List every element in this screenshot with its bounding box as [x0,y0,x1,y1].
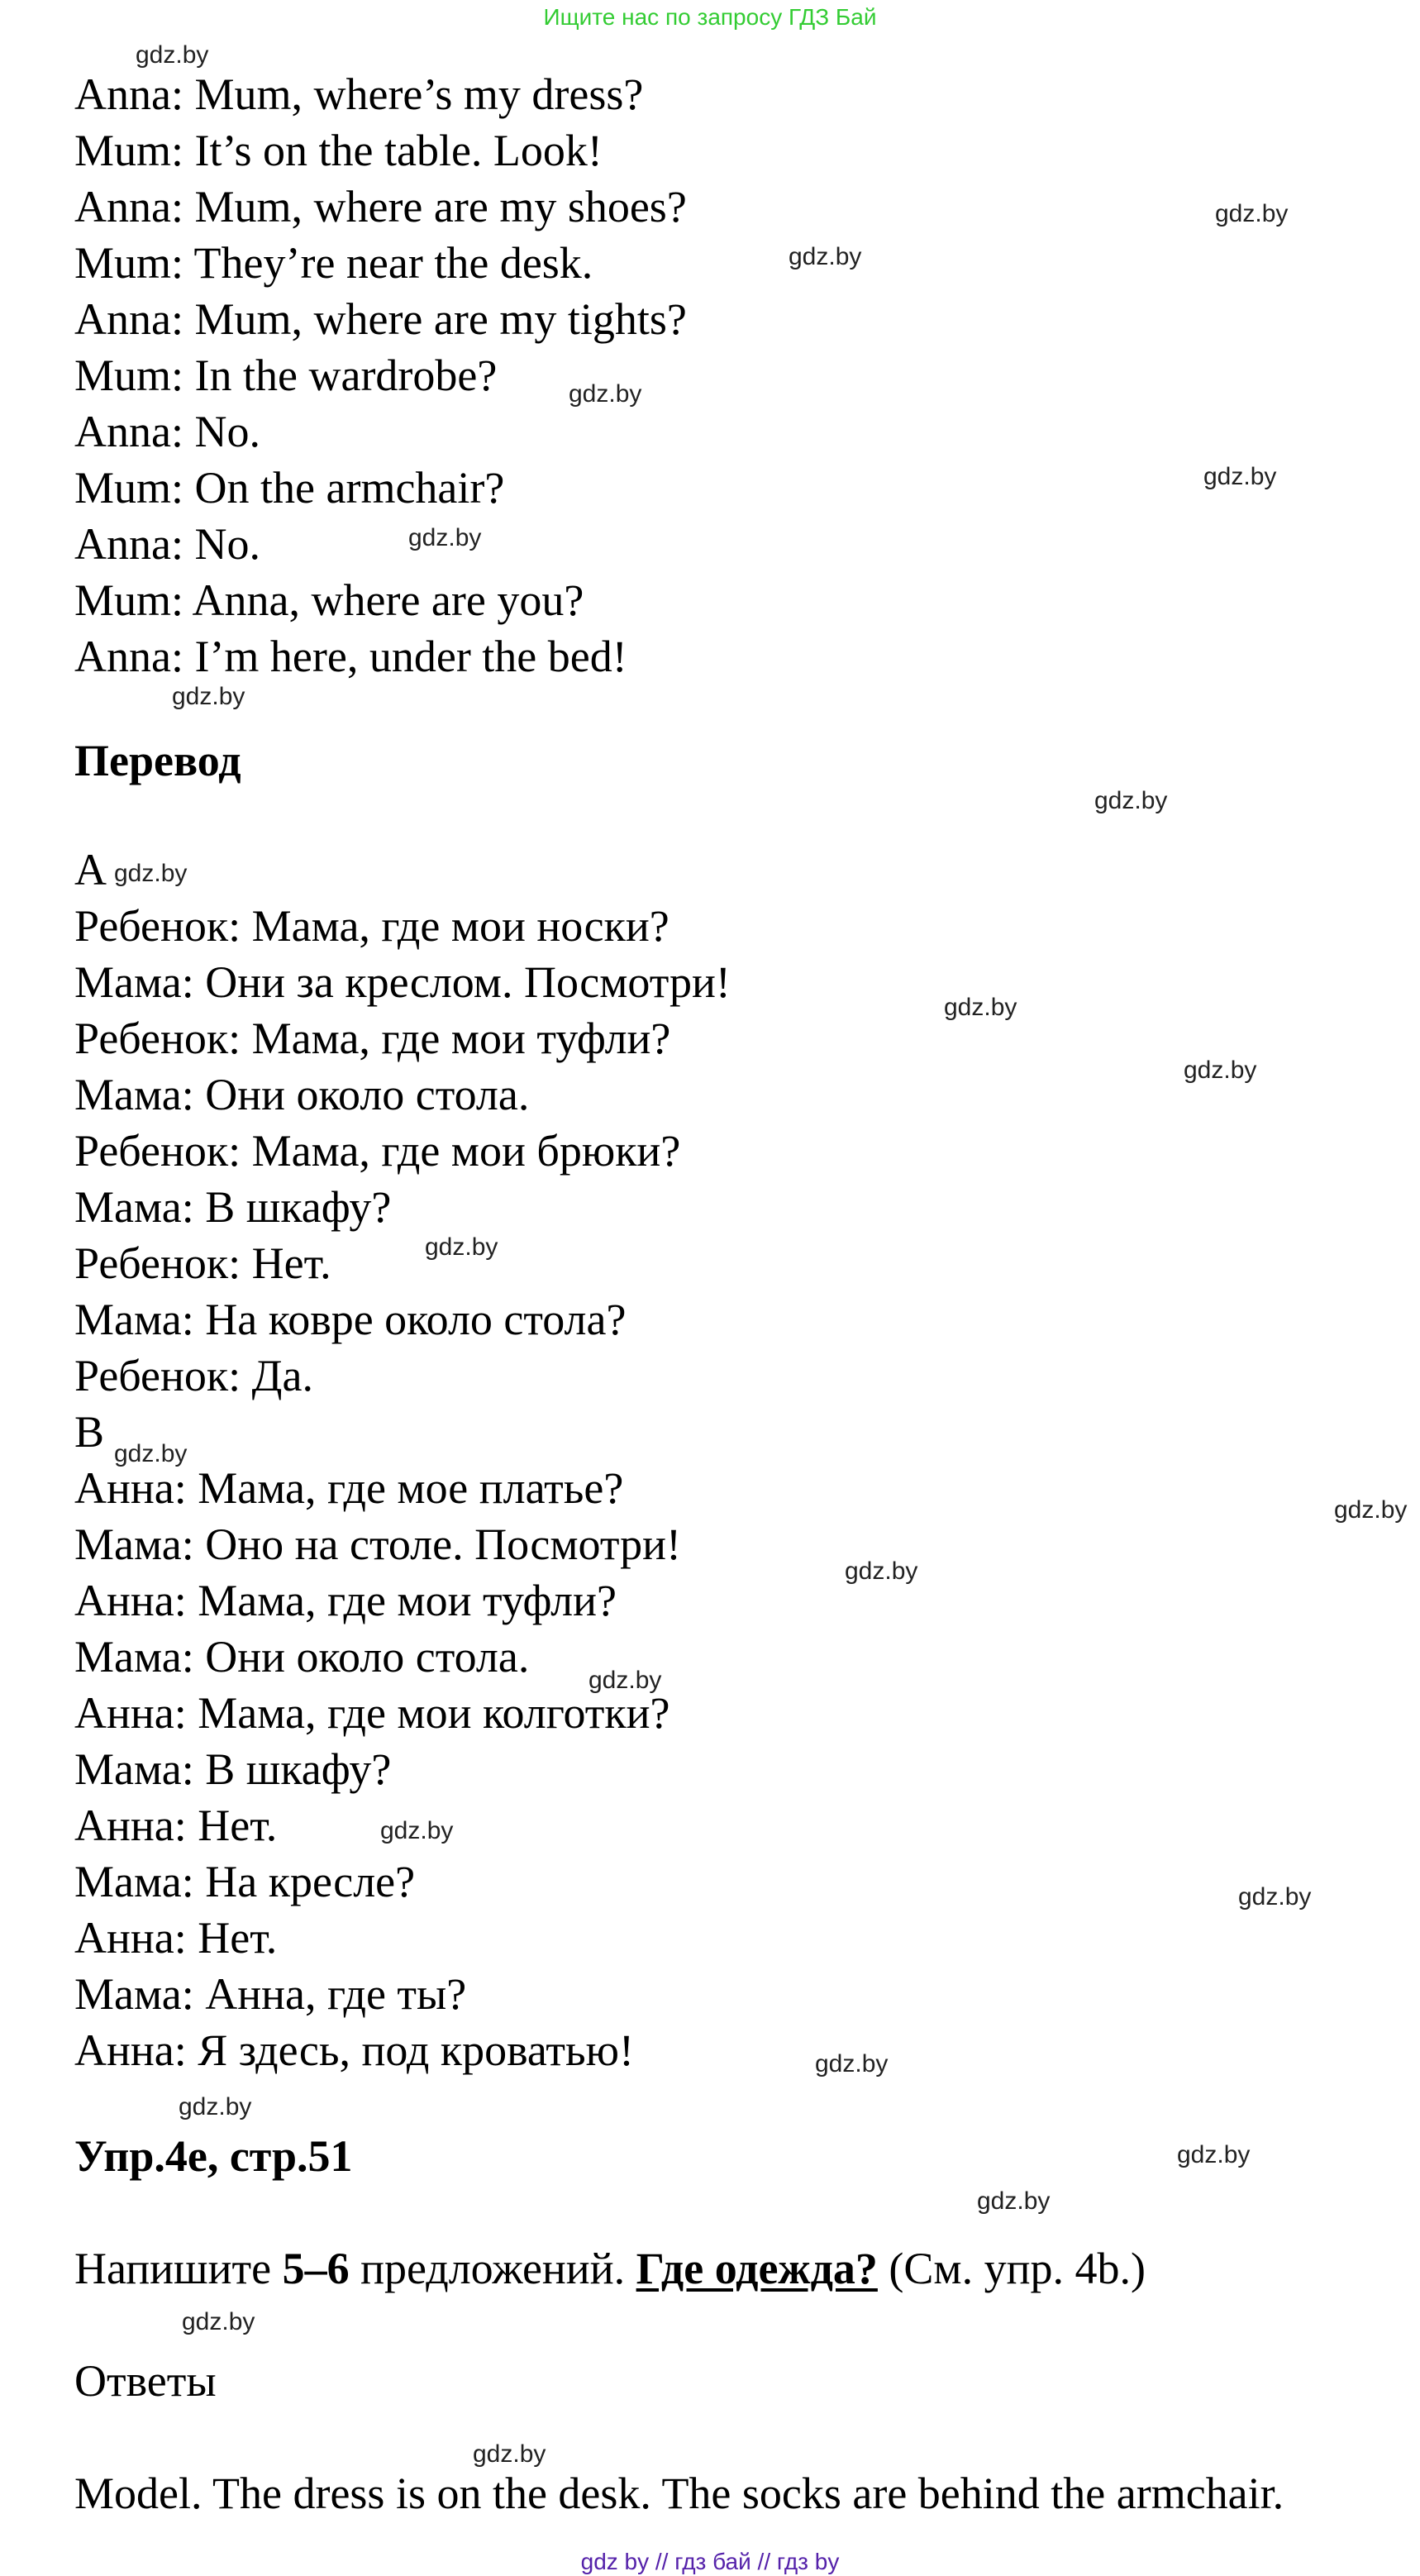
translation-line-b: Мама: На кресле? [74,1857,416,1906]
dialogue-line-en: Anna: I’m here, under the bed! [74,632,627,681]
dialogue-line-en: Mum: In the wardrobe? [74,351,498,400]
watermark: gdz.by [114,1440,188,1467]
watermark: gdz.by [1334,1496,1408,1524]
watermark: gdz.by [182,2308,255,2335]
translation-line-b: Анна: Нет. [74,1913,278,1963]
exercise-heading: Упр.4e, стр.51 [74,2131,353,2181]
translation-line-b: Анна: Мама, где мое платье? [74,1463,624,1513]
translation-line-b: Анна: Я здесь, под кроватью! [74,2025,634,2075]
watermark: gdz.by [1184,1057,1257,1084]
watermark: gdz.by [1094,787,1168,814]
search-banner[interactable]: Ищите нас по запросу ГДЗ Бай [543,4,877,30]
watermark: gdz.by [1238,1883,1312,1911]
watermark: gdz.by [977,2187,1051,2215]
translation-line-a: Мама: Они за креслом. Посмотри! [74,957,731,1007]
translation-line-a: Мама: Они около стола. [74,1070,530,1119]
task-part: (См. упр. 4b.) [877,2244,1146,2293]
answer-text: Model. The dress is on the desk. The socks are behind the armchair. [74,2469,1284,2518]
dialogue-line-en: Mum: Anna, where are you? [74,575,584,625]
watermark: gdz.by [1203,463,1277,490]
watermark: gdz.by [380,1817,454,1844]
watermark: gdz.by [815,2050,889,2077]
dialogue-line-en: Anna: Mum, where are my shoes? [74,182,687,231]
watermark: gdz.by [425,1233,498,1261]
translation-line-a: Мама: На ковре около стола? [74,1295,627,1344]
dialogue-line-en: Anna: No. [74,407,260,456]
watermark: gdz.by [179,2093,252,2120]
translation-line-a: Ребенок: Мама, где мои туфли? [74,1014,671,1063]
watermark: gdz.by [845,1558,918,1585]
translation-line-a: Ребенок: Мама, где мои носки? [74,901,669,951]
dialogue-line-en: Mum: It’s on the table. Look! [74,126,603,175]
watermark: gdz.by [114,860,188,887]
task-text [74,2240,1146,2297]
watermark: gdz.by [569,380,642,408]
task-part: 5–6 [282,2244,350,2293]
task-part: предложений. [349,2244,636,2293]
footer-links[interactable]: gdz by // гдз бай // гдз by [580,2549,840,2574]
translation-line-b: Мама: Оно на столе. Посмотри! [74,1519,681,1569]
translation-heading: Перевод [74,736,241,785]
translation-line-a: Ребенок: Да. [74,1351,313,1400]
watermark: gdz.by [588,1667,662,1694]
answers-heading: Ответы [74,2356,217,2406]
dialogue-line-en: Anna: Mum, where’s my dress? [74,69,644,119]
part-b-label: B [74,1407,105,1457]
watermark: gdz.by [1215,200,1289,227]
dialogue-line-en: Mum: On the armchair? [74,463,505,513]
watermark: gdz.by [789,243,862,270]
watermark: gdz.by [473,2440,546,2468]
watermark: gdz.by [944,994,1017,1021]
watermark: gdz.by [136,41,209,69]
dialogue-line-en: Mum: They’re near the desk. [74,238,593,288]
dialogue-line-en: Anna: Mum, where are my tights? [74,294,687,344]
translation-line-b: Анна: Нет. [74,1801,278,1850]
translation-line-b: Мама: Анна, где ты? [74,1969,467,2019]
watermark: gdz.by [1177,2141,1251,2168]
translation-line-b: Мама: Они около стола. [74,1632,530,1682]
watermark: gdz.by [172,683,245,710]
translation-line-b: Анна: Мама, где мои колготки? [74,1688,670,1738]
dialogue-line-en: Anna: No. [74,519,260,569]
watermark: gdz.by [408,524,482,551]
task-underlined: Где одежда? [636,2244,878,2293]
translation-line-b: Мама: В шкафу? [74,1744,392,1794]
part-a-label: A [74,845,107,894]
translation-line-a: Мама: В шкафу? [74,1182,392,1232]
translation-line-b: Анна: Мама, где мои туфли? [74,1576,617,1625]
translation-line-a: Ребенок: Нет. [74,1238,331,1288]
task-part: Напишите [74,2244,283,2293]
translation-line-a: Ребенок: Мама, где мои брюки? [74,1126,681,1176]
